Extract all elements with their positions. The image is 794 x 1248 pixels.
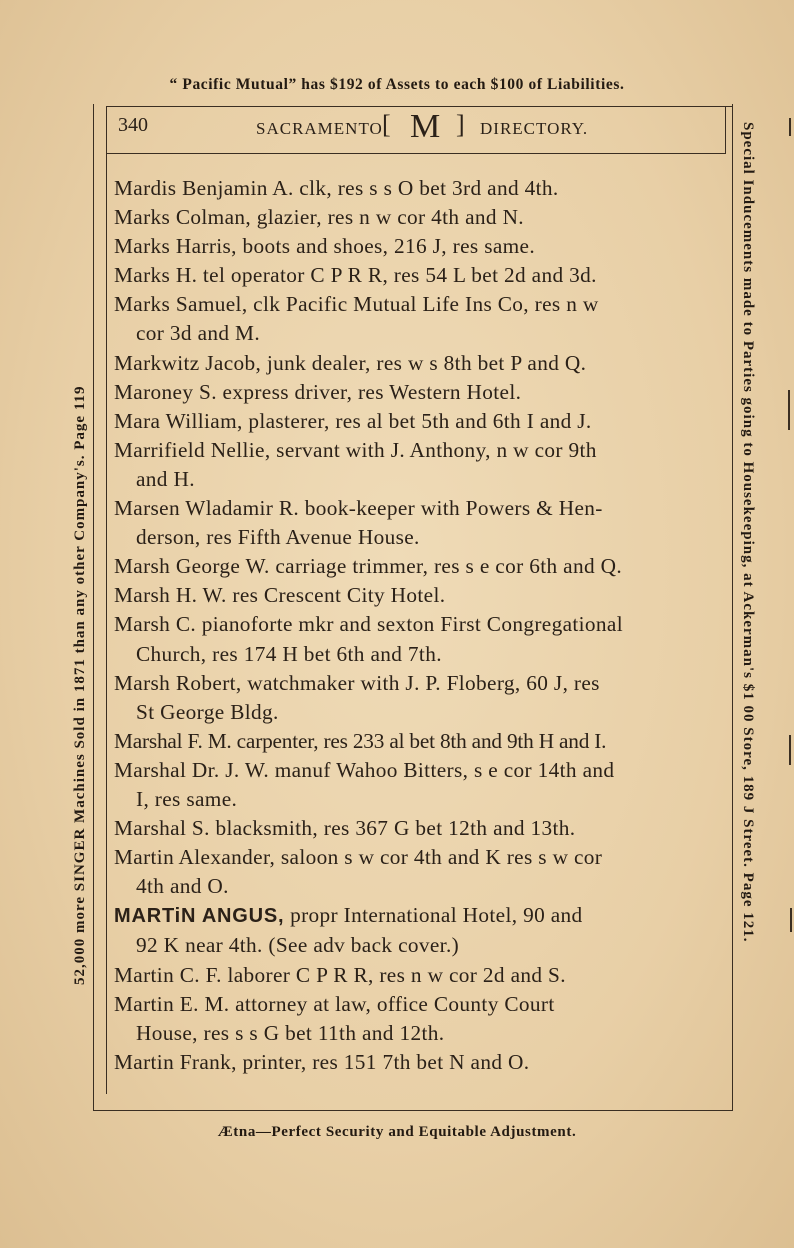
entry-continuation: and H. xyxy=(136,466,195,491)
entry-line: Marshal S. blacksmith, res 367 G bet 12th and 13th. xyxy=(114,816,576,841)
entry-line: Mardis Benjamin A. clk, res s s O bet 3rd and 4th. xyxy=(114,176,559,200)
directory-entry xyxy=(114,610,720,668)
entry-line: Martin Frank, printer, res 151 7th bet N and O. xyxy=(114,1049,530,1074)
entry-line: propr International Hotel, 90 and xyxy=(284,903,583,928)
directory-entry xyxy=(114,203,720,232)
directory-entry xyxy=(114,261,720,290)
edge-mark xyxy=(790,908,792,932)
entry-line: Marks Samuel, clk Pacific Mutual Life Ins Co, res n w xyxy=(114,292,599,317)
page-number: 340 xyxy=(118,114,148,136)
directory-entry xyxy=(114,581,720,610)
frame-top-rule xyxy=(106,106,732,107)
entry-line: Maroney S. express driver, res Western Hotel. xyxy=(114,379,522,404)
directory-entry xyxy=(114,552,720,581)
directory-entries xyxy=(114,174,720,1077)
entry-line: Marshal Dr. J. W. manuf Wahoo Bitters, s e cor 14th and xyxy=(114,757,615,782)
entry-line: Marrifield Nellie, servant with J. Anthony, n w cor 9th xyxy=(114,437,597,462)
entry-continuation: St George Bldg. xyxy=(136,699,279,724)
inner-left-rule xyxy=(106,106,107,1094)
directory-entry xyxy=(114,378,720,407)
directory-entry xyxy=(114,727,720,756)
entry-continuation: House, res s s G bet 11th and 12th. xyxy=(136,1020,445,1045)
entry-line: Marsh H. W. res Crescent City Hotel. xyxy=(114,583,446,608)
entry-line: Mara William, plasterer, res al bet 5th and 6th I and J. xyxy=(114,408,592,433)
header-bracket-open: [ xyxy=(382,110,391,139)
entry-continuation: Church, res 174 H bet 6th and 7th. xyxy=(136,641,442,666)
directory-entry xyxy=(114,1048,720,1077)
edge-mark xyxy=(789,735,791,765)
directory-entry xyxy=(114,407,720,436)
entry-line: Marks Colman, glazier, res n w cor 4th and N. xyxy=(114,205,524,230)
directory-entry xyxy=(114,901,720,960)
directory-entry xyxy=(114,232,720,261)
directory-entry xyxy=(114,756,720,814)
entry-line: Marsen Wladamir R. book-keeper with Powers & Hen- xyxy=(114,496,603,521)
right-margin-advertisement: Special Inducements made to Parties going to Housekeeping, at Ackerman's $1 00 Store, 189 J Street. Page 121. xyxy=(740,122,756,943)
header-city: SACRAMENTO xyxy=(256,119,383,138)
entry-line: Martin Alexander, saloon s w cor 4th and K res s w cor xyxy=(114,845,603,870)
edge-mark xyxy=(788,390,790,430)
header-rule xyxy=(106,153,726,154)
entry-continuation: cor 3d and M. xyxy=(136,321,261,346)
entry-continuation: derson, res Fifth Avenue House. xyxy=(136,525,420,550)
entry-bold-name: MARTiN ANGUS, xyxy=(114,905,285,928)
header-bracket-close: ] xyxy=(456,110,465,139)
directory-entry xyxy=(114,961,720,990)
entry-line: Marks Harris, boots and shoes, 216 J, res same. xyxy=(114,234,536,259)
directory-entry xyxy=(114,494,720,552)
entry-line: Marks H. tel operator C P R R, res 54 L bet 2d and 3d. xyxy=(114,263,597,288)
edge-mark xyxy=(789,118,791,136)
entry-continuation: 4th and O. xyxy=(136,874,229,899)
top-advertisement: “ Pacific Mutual” has $192 of Assets to each $100 of Liabilities. xyxy=(169,76,625,93)
entry-line: Marsh Robert, watchmaker with J. P. Floberg, 60 J, res xyxy=(114,670,600,695)
header-title: DIRECTORY. xyxy=(480,119,589,138)
directory-entry xyxy=(114,174,720,203)
entry-line: Martin E. M. attorney at law, office County Court xyxy=(114,991,555,1016)
entry-line: Marshal F. M. carpenter, res 233 al bet 8th and 9th H and I. xyxy=(114,728,607,753)
entry-line: Marsh C. pianoforte mkr and sexton First Congregational xyxy=(114,612,623,637)
entry-line: Markwitz Jacob, junk dealer, res w s 8th bet P and Q. xyxy=(114,350,587,375)
entry-continuation: 92 K near 4th. (See adv back cover.) xyxy=(136,933,460,958)
directory-entry xyxy=(114,349,720,378)
directory-entry xyxy=(114,669,720,727)
directory-entry xyxy=(114,436,720,494)
directory-entry xyxy=(114,990,720,1048)
running-header xyxy=(106,110,726,150)
left-margin-advertisement: 52,000 more SINGER Machines Sold in 1871 than any other Company's. Page 119 xyxy=(72,385,88,985)
directory-entry xyxy=(114,290,720,348)
bottom-advertisement: Ætna—Perfect Security and Equitable Adjustment. xyxy=(217,1124,577,1140)
directory-entry xyxy=(114,843,720,901)
entry-line: Marsh George W. carriage trimmer, res s e cor 6th and Q. xyxy=(114,554,623,579)
entry-line: Martin C. F. laborer C P R R, res n w cor 2d and S. xyxy=(114,962,566,987)
directory-entry xyxy=(114,814,720,843)
header-letter: M xyxy=(410,108,441,145)
entry-continuation: I, res same. xyxy=(136,786,238,811)
